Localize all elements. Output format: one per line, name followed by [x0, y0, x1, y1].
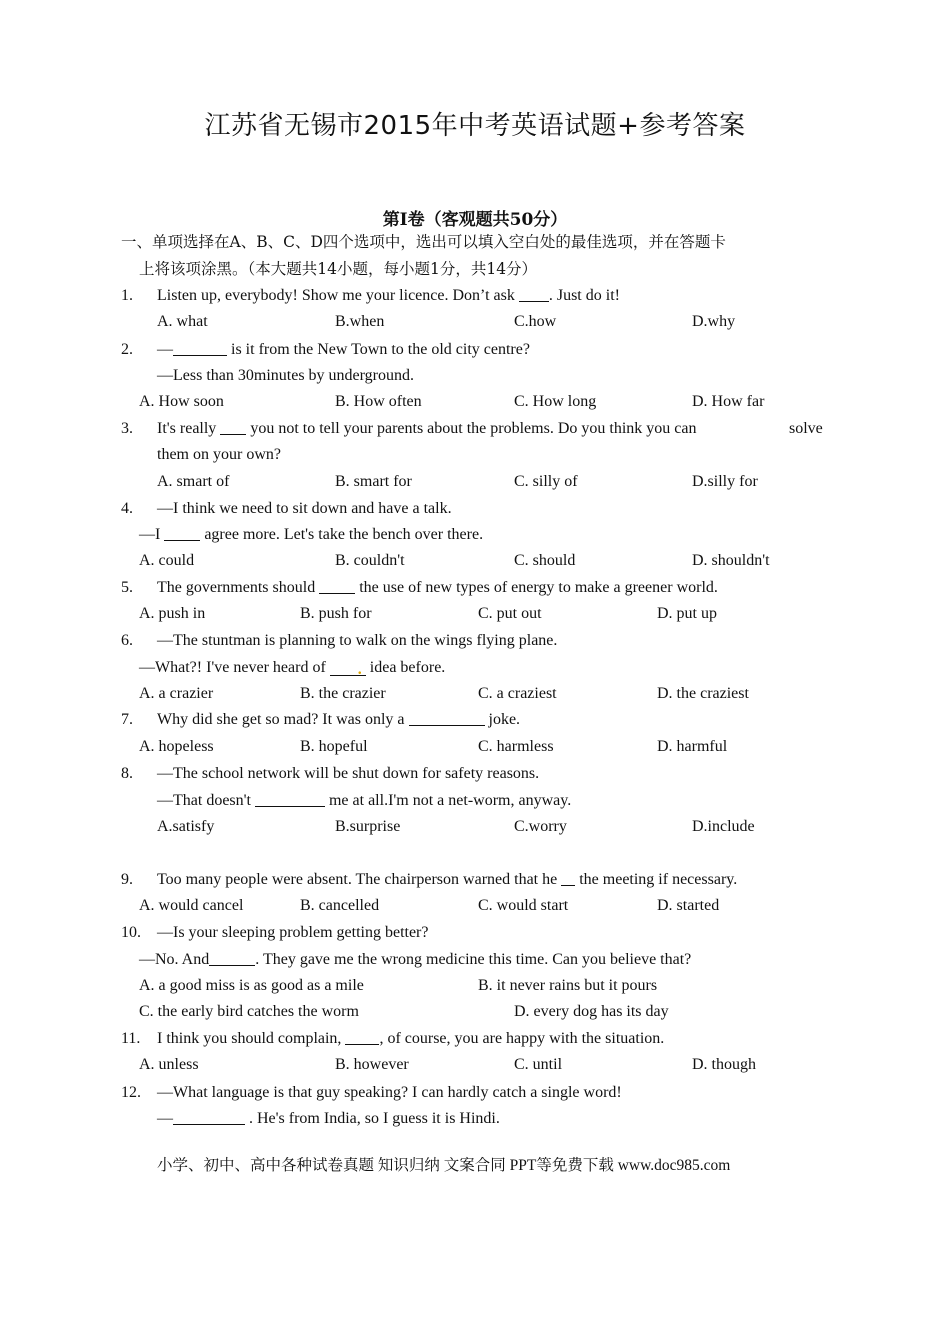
- question-stem-end: solve: [789, 420, 823, 437]
- answer-blank: [319, 577, 355, 594]
- page-footer: 小学、初中、高中各种试卷真题 知识归纳 文案合同 PPT等免费下载 www.doc985.com: [157, 1157, 731, 1174]
- question-number: 10.: [121, 924, 141, 941]
- question-number: 2.: [121, 341, 133, 358]
- answer-blank: [209, 949, 255, 966]
- option-b: B. the crazier: [300, 685, 386, 702]
- option-d: D.silly for: [692, 473, 758, 490]
- option-c: C. How long: [514, 393, 597, 410]
- question-stem: Why did she get so mad? It was only a joke.: [157, 711, 521, 728]
- option-c: C. should: [514, 552, 576, 569]
- section-title: 第I卷（客观题共50分）: [382, 210, 568, 230]
- option-a: A. what: [157, 313, 208, 330]
- option-a: A. hopeless: [139, 738, 214, 755]
- question-number: 4.: [121, 500, 133, 517]
- answer-blank: [164, 524, 200, 541]
- option-b: B. push for: [300, 605, 372, 622]
- option-d: D. put up: [657, 605, 717, 622]
- option-a: A. unless: [139, 1056, 199, 1073]
- option-d: D. every dog has its day: [514, 1003, 669, 1020]
- instructions-line-1: 一、单项选择在A、B、C、D四个选项中，选出可以填入空白处的最佳选项，并在答题卡: [121, 233, 726, 251]
- option-b: B.when: [335, 313, 385, 330]
- question-number: 11.: [121, 1030, 141, 1047]
- option-b: B. couldn't: [335, 552, 405, 569]
- question-number: 12.: [121, 1084, 141, 1101]
- answer-blank: [255, 790, 325, 807]
- question-stem: —The stuntman is planning to walk on the wings flying plane.: [157, 632, 558, 649]
- answer-blank: [409, 709, 485, 726]
- option-d: D. harmful: [657, 738, 728, 755]
- option-a: A. How soon: [139, 393, 224, 410]
- option-b: B.surprise: [335, 818, 401, 835]
- question-number: 6.: [121, 632, 133, 649]
- option-b: B. it never rains but it pours: [478, 977, 658, 994]
- question-number: 8.: [121, 765, 133, 782]
- option-c: C.worry: [514, 818, 567, 835]
- answer-blank: [173, 339, 227, 356]
- option-c: C. the early bird catches the worm: [139, 1003, 359, 1020]
- document-title: 江苏省无锡市2015年中考英语试题+参考答案: [204, 111, 746, 141]
- option-d: D. though: [692, 1056, 756, 1073]
- answer-blank: [519, 285, 549, 302]
- question-stem: I think you should complain, , of course, you are happy with the situation.: [157, 1030, 665, 1047]
- question-number: 3.: [121, 420, 133, 437]
- option-b: B. smart for: [335, 473, 412, 490]
- question-stem: Too many people were absent. The chairperson warned that he the meeting if necessary.: [157, 871, 738, 888]
- question-number: 7.: [121, 711, 133, 728]
- option-a: A. a good miss is as good as a mile: [139, 977, 364, 994]
- option-b: B. hopeful: [300, 738, 368, 755]
- option-c: C. until: [514, 1056, 563, 1073]
- option-b: B. however: [335, 1056, 409, 1073]
- question-stem: It's really you not to tell your parents about the problems. Do you think you can: [157, 420, 697, 437]
- option-d: D.why: [692, 313, 736, 330]
- option-d: D. started: [657, 897, 720, 914]
- question-stem: —Is your sleeping problem getting better?: [157, 924, 429, 941]
- answer-blank: [345, 1028, 379, 1045]
- question-stem: — is it from the New Town to the old city centre?: [157, 341, 530, 358]
- option-d: D. shouldn't: [692, 552, 770, 569]
- question-stem: —The school network will be shut down for safety reasons.: [157, 765, 540, 782]
- answer-blank: [220, 418, 246, 435]
- option-c: C. a craziest: [478, 685, 557, 702]
- option-c: C.how: [514, 313, 557, 330]
- option-a: A. a crazier: [139, 685, 214, 702]
- option-c: C. would start: [478, 897, 569, 914]
- option-c: C. harmless: [478, 738, 554, 755]
- instructions-line-2: 上将该项涂黑。（本大题共14小题，每小题1分，共14分）: [139, 260, 538, 278]
- option-a: A. would cancel: [139, 897, 244, 914]
- question-stem: Listen up, everybody! Show me your licence. Don’t ask . Just do it!: [157, 287, 620, 304]
- answer-blank: .: [330, 659, 366, 676]
- question-stem: The governments should the use of new types of energy to make a greener world.: [157, 579, 718, 596]
- question-stem: —What language is that guy speaking? I can hardly catch a single word!: [157, 1084, 622, 1101]
- option-d: D. How far: [692, 393, 765, 410]
- option-a: A. push in: [139, 605, 206, 622]
- question-number: 9.: [121, 871, 133, 888]
- option-d: D.include: [692, 818, 755, 835]
- option-c: C. put out: [478, 605, 542, 622]
- option-a: A. could: [139, 552, 195, 569]
- answer-blank: [561, 869, 575, 886]
- option-b: B. How often: [335, 393, 422, 410]
- option-a: A. smart of: [157, 473, 230, 490]
- question-number: 5.: [121, 579, 133, 596]
- option-a: A.satisfy: [157, 818, 215, 835]
- question-stem: —I think we need to sit down and have a talk.: [157, 500, 452, 517]
- answer-blank: [173, 1108, 245, 1125]
- question-number: 1.: [121, 287, 133, 304]
- option-d: D. the craziest: [657, 685, 749, 702]
- option-b: B. cancelled: [300, 897, 380, 914]
- option-c: C. silly of: [514, 473, 578, 490]
